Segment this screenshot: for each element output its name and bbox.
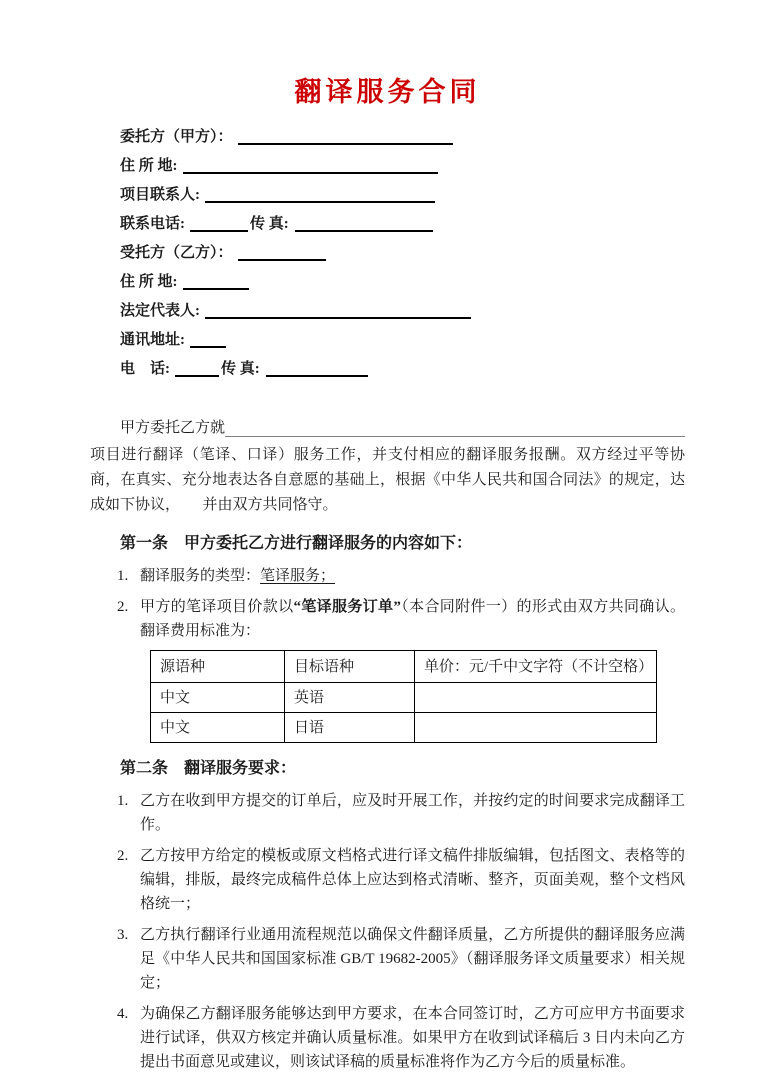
client-fax-label: 传 真: xyxy=(250,216,289,232)
article1-item-2-text-prefix: 甲方的笔译项目价款以 xyxy=(140,599,294,615)
contractor-blank[interactable] xyxy=(238,247,326,261)
contractor-phone-label: 电 话: xyxy=(120,361,170,377)
intro-lead-row xyxy=(120,416,685,441)
cell-target-english: 英语 xyxy=(285,683,415,713)
order-form-term: “笔译服务订单” xyxy=(293,599,401,615)
client-blank[interactable] xyxy=(238,131,453,145)
article2-heading xyxy=(120,756,685,782)
article1-number: 第一条 xyxy=(120,535,169,552)
legal-representative-label: 法定代表人: xyxy=(120,303,200,319)
article1-item-1-number: 1. xyxy=(117,568,129,584)
cell-price-japanese-blank[interactable] xyxy=(415,713,657,743)
article2-title: 翻译服务要求： xyxy=(184,760,297,777)
intro-lead-text: 甲方委托乙方就 xyxy=(120,420,226,436)
article1-item-1 xyxy=(90,564,685,588)
contractor-label: 受托方（乙方）： xyxy=(120,245,233,261)
field-row-client-address xyxy=(120,152,685,181)
header-target-language: 目标语种 xyxy=(285,651,415,683)
client-fax-blank[interactable] xyxy=(295,218,433,232)
article1-item-2-text-suffix: （本合同附件一）的形式由双方共同确认。翻译费用标准为： xyxy=(140,599,685,639)
field-row-client-phone-fax xyxy=(120,210,685,239)
price-table-row-japanese xyxy=(151,713,657,743)
cell-source-chinese-2: 中文 xyxy=(151,713,285,743)
party-info-section xyxy=(120,123,685,384)
cell-target-japanese: 日语 xyxy=(285,713,415,743)
intro-paragraph: 项目进行翻译（笔译、口译）服务工作，并支付相应的翻译服务报酬。双方经过平等协商，在真实、充分地表达各自意愿的基础上，根据《中华人民共和国合同法》的规定，达成如下协议， 并由双方共同恪守。 xyxy=(90,447,685,513)
field-row-contractor-address xyxy=(120,268,685,297)
translation-type-value: 笔译服务； xyxy=(260,568,336,584)
legal-representative-blank[interactable] xyxy=(205,305,471,319)
header-source-language: 源语种 xyxy=(151,651,285,683)
contractor-phone-blank[interactable] xyxy=(175,363,219,377)
translation-type-label: 翻译服务的类型： xyxy=(140,568,261,584)
field-row-client xyxy=(120,123,685,152)
article2-item-4-number: 4. xyxy=(117,1006,129,1022)
contractor-address-label: 住 所 地: xyxy=(120,274,178,290)
field-row-legal-representative xyxy=(120,297,685,326)
client-phone-blank[interactable] xyxy=(190,218,248,232)
cell-source-chinese-1: 中文 xyxy=(151,683,285,713)
price-table-row-english xyxy=(151,683,657,713)
article2-item-1-number: 1. xyxy=(117,793,129,809)
article2-item-4 xyxy=(90,1002,685,1074)
article2-item-2 xyxy=(90,844,685,916)
client-address-blank[interactable] xyxy=(183,160,438,174)
project-contact-label: 项目联系人: xyxy=(120,187,200,203)
project-contact-blank[interactable] xyxy=(205,189,435,203)
intro-blank[interactable] xyxy=(225,416,685,437)
article2-item-1 xyxy=(90,789,685,837)
price-table-header-row xyxy=(151,651,657,683)
field-row-project-contact xyxy=(120,181,685,210)
client-phone-label: 联系电话: xyxy=(120,216,185,232)
article1-title: 甲方委托乙方进行翻译服务的内容如下： xyxy=(184,535,473,552)
article1-item-2-number: 2. xyxy=(117,599,129,615)
header-unit-price: 单价：元/千中文字符（不计空格） xyxy=(415,651,657,683)
mailing-address-label: 通讯地址: xyxy=(120,332,185,348)
article1-item-2 xyxy=(90,595,685,643)
field-row-contractor xyxy=(120,239,685,268)
price-table xyxy=(150,650,657,743)
article2-item-3-number: 3. xyxy=(117,927,129,943)
article2-item-4-text: 为确保乙方翻译服务能够达到甲方要求，在本合同签订时，乙方可应甲方书面要求进行试译，供双方核定并确认质量标准。如果甲方在收到试译稿后 3 日内未向乙方提出书面意见或建议，则该试译稿的质量标准将作为乙方今后的质量标准。 xyxy=(140,1006,685,1070)
cell-price-english-blank[interactable] xyxy=(415,683,657,713)
article2-item-2-number: 2. xyxy=(117,848,129,864)
mailing-address-blank[interactable] xyxy=(190,334,226,348)
field-row-contractor-phone-fax xyxy=(120,355,685,384)
field-row-mailing-address xyxy=(120,326,685,355)
article2-item-3 xyxy=(90,923,685,995)
article1-heading xyxy=(120,531,685,557)
client-address-label: 住 所 地: xyxy=(120,158,178,174)
article2-item-2-text: 乙方按甲方给定的模板或原文档格式进行译文稿件排版编辑，包括图文、表格等的编辑，排版，最终完成稿件总体上应达到格式清晰、整齐，页面美观，整个文档风格统一； xyxy=(140,848,685,912)
page-title: 翻译服务合同 xyxy=(294,77,481,107)
client-label: 委托方（甲方）： xyxy=(120,129,233,145)
contractor-fax-label: 传 真: xyxy=(221,361,260,377)
article2-number: 第二条 xyxy=(120,760,169,777)
article2-item-3-text: 乙方执行翻译行业通用流程规范以确保文件翻译质量，乙方所提供的翻译服务应满足《中华人民共和国国家标准 GB/T 19682-2005》（翻译服务译文质量要求）相关规定； xyxy=(140,927,685,991)
contractor-address-blank[interactable] xyxy=(183,276,249,290)
contractor-fax-blank[interactable] xyxy=(266,363,368,377)
article2-item-1-text: 乙方在收到甲方提交的订单后，应及时开展工作，并按约定的时间要求完成翻译工作。 xyxy=(140,793,685,833)
